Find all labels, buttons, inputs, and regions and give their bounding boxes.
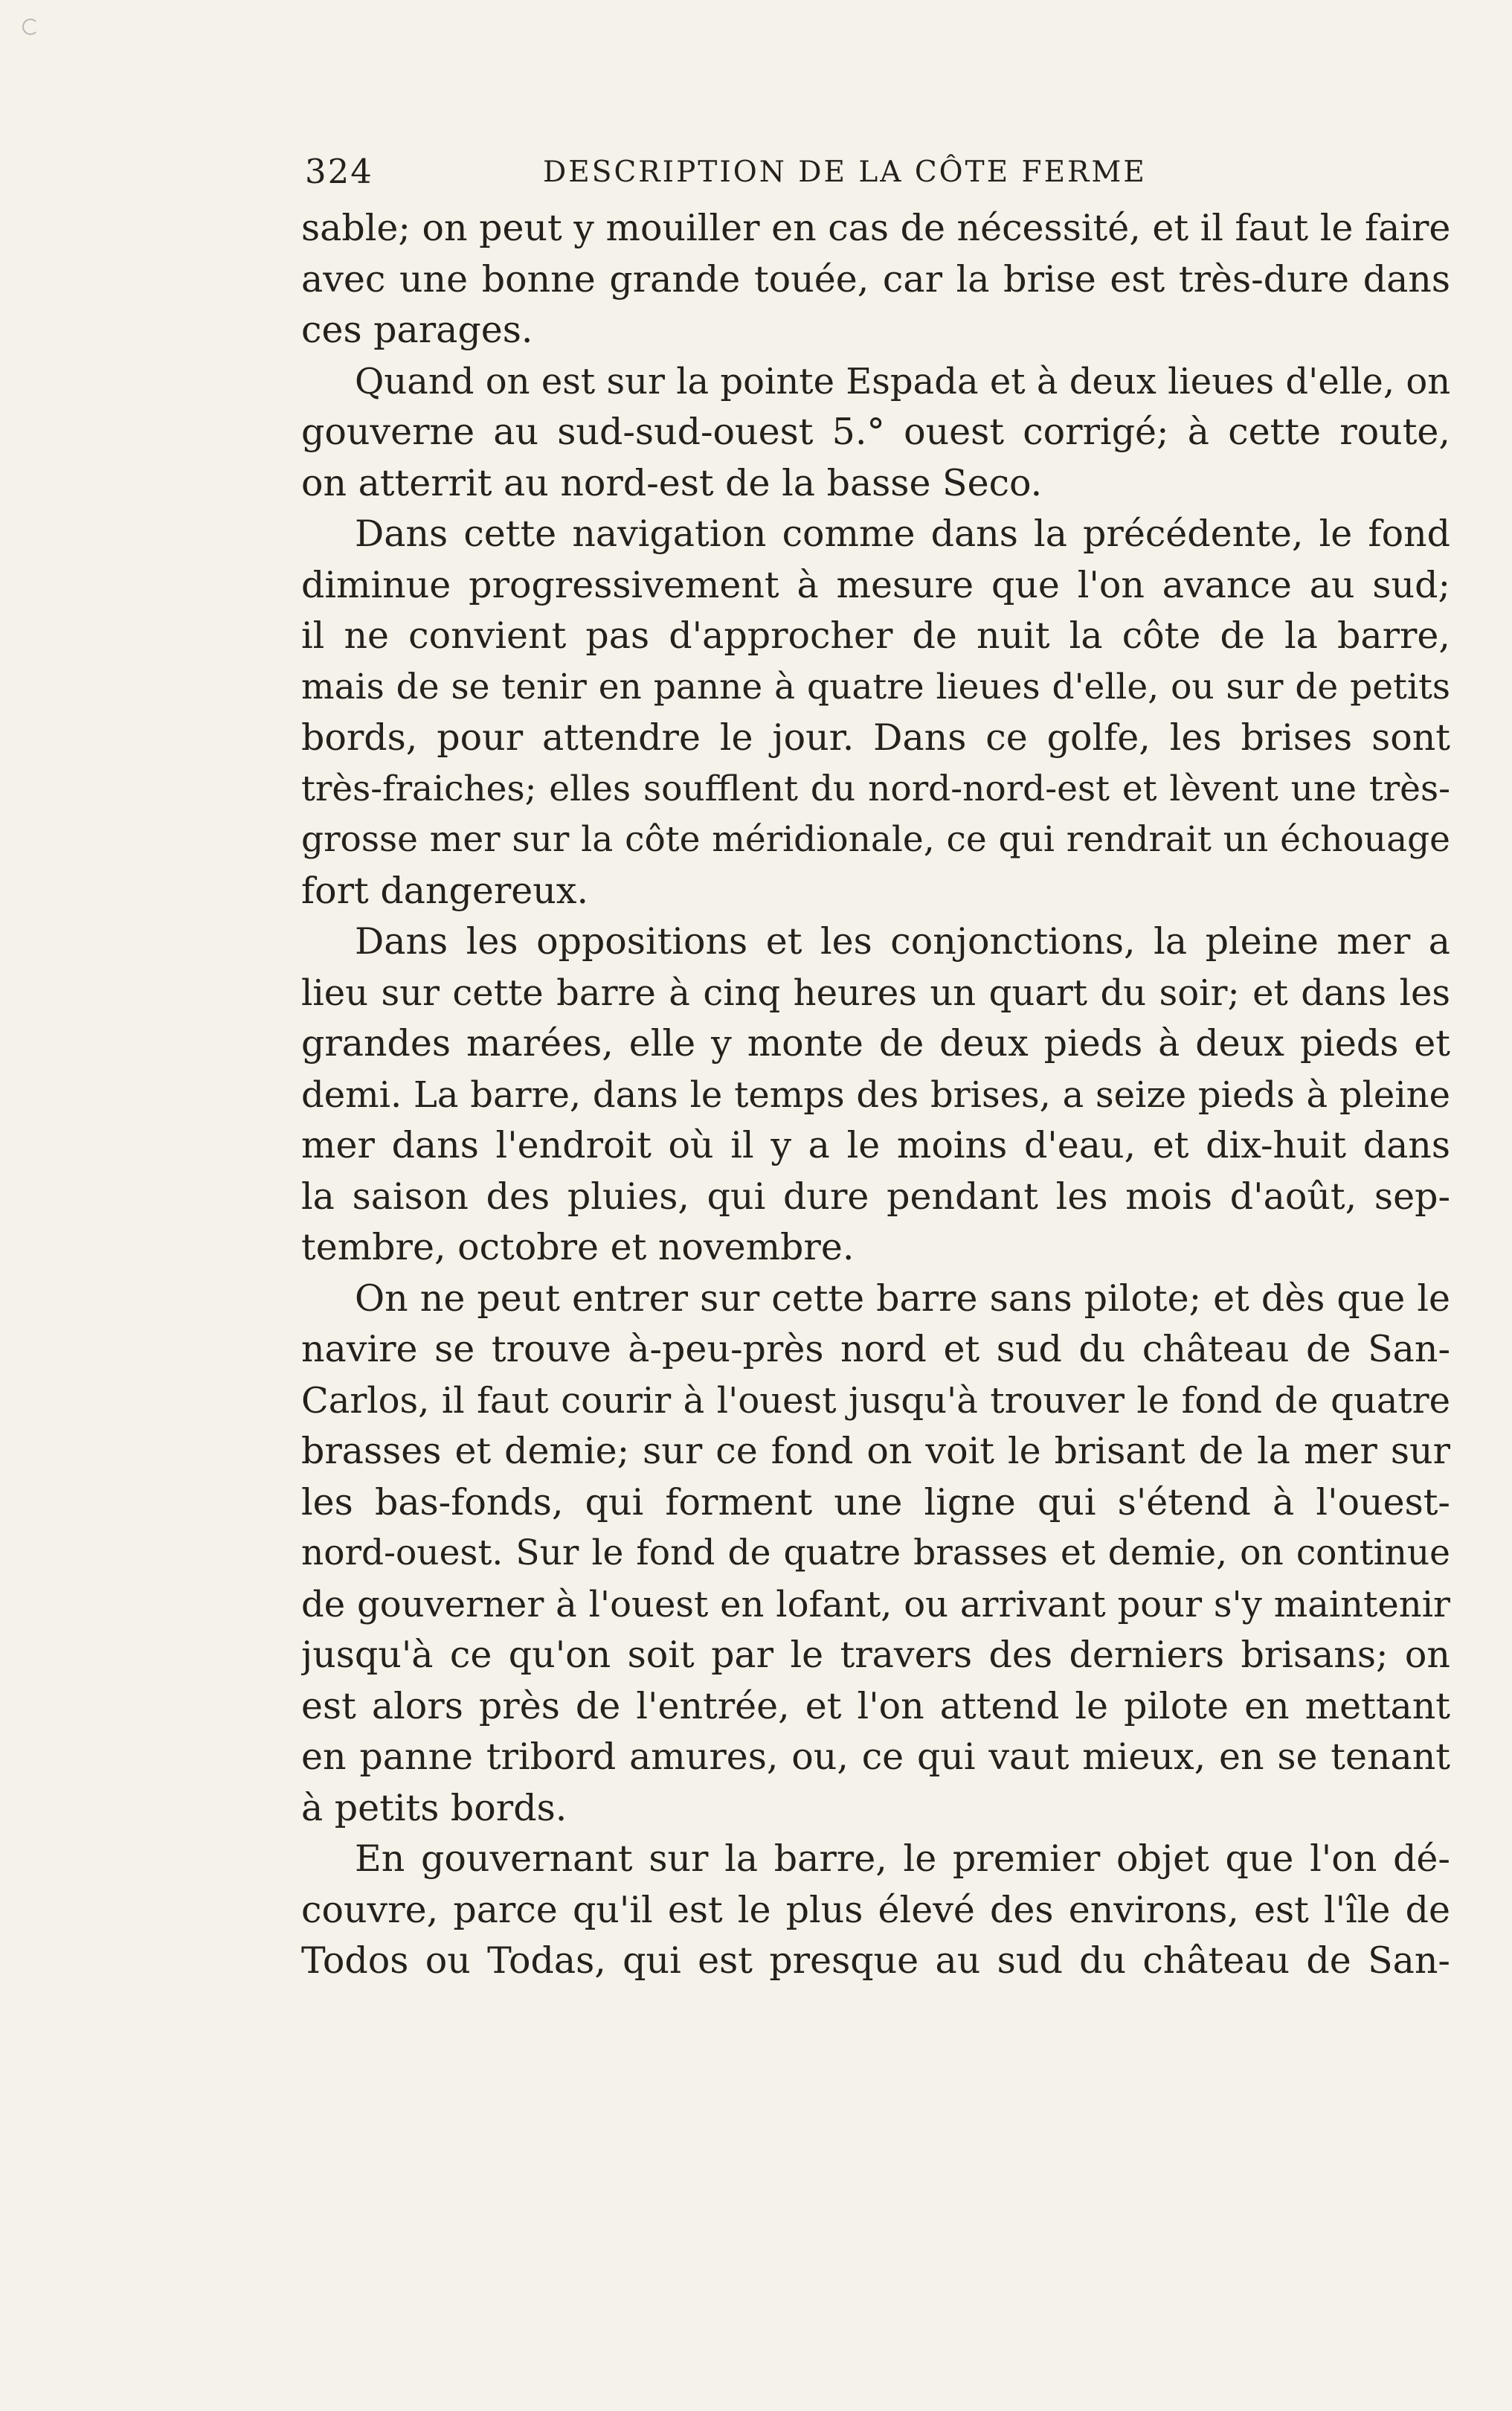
running-head: DESCRIPTION DE LA CÔTE FERME [543, 155, 1147, 189]
text-line: Dans cette navigation comme dans la précédente, le fond [355, 513, 1450, 555]
text-line: est alors près de l'entrée, et l'on attend le pilote en mettant [301, 1684, 1450, 1727]
text-line: demi. La barre, dans le temps des brises, a seize pieds à pleine [301, 1073, 1450, 1116]
text-line: sable; on peut y mouiller en cas de nécessité, et il faut le faire [301, 207, 1450, 249]
text-line: on atterrit au nord-est de la basse Seco. [301, 461, 1043, 504]
paragraph-1 [301, 203, 1450, 356]
text-line: jusqu'à ce qu'on soit par le travers des derniers brisans; on [301, 1634, 1450, 1676]
text-line: nord-ouest. Sur le fond de quatre brasses et demie, on continue [301, 1532, 1450, 1573]
text-line: à petits bords. [301, 1786, 567, 1829]
text-line: fort dangereux. [301, 869, 589, 912]
paragraph-3 [301, 509, 1450, 916]
text-line: de gouverner à l'ouest en lofant, ou arrivant pour s'y maintenir [301, 1583, 1450, 1625]
margin-mark [22, 19, 39, 35]
text-line: On ne peut entrer sur cette barre sans pilote; et dès que le [355, 1277, 1450, 1320]
paragraph-4 [301, 916, 1450, 1274]
paragraph-6 [301, 1834, 1450, 1987]
body-text [301, 203, 1450, 1987]
text-line: mais de se tenir en panne à quatre lieues d'elle, ou sur de petits [301, 666, 1450, 707]
text-line: ces parages. [301, 309, 533, 351]
text-line: il ne convient pas d'approcher de nuit la côte de la barre, [301, 614, 1450, 657]
text-line: grandes marées, elle y monte de deux pieds à deux pieds et [301, 1022, 1450, 1065]
text-line: diminue progressivement à mesure que l'on avance au sud; [301, 563, 1450, 606]
text-line: brasses et demie; sur ce fond on voit le brisant de la mer sur [301, 1430, 1450, 1472]
page-header [305, 153, 1450, 197]
paragraph-2 [301, 356, 1450, 510]
text-line: gouverne au sud-sud-ouest 5.° ouest corrigé; à cette route, [301, 411, 1450, 453]
text-line: En gouvernant sur la barre, le premier objet que l'on dé- [355, 1837, 1450, 1880]
text-line: mer dans l'endroit où il y a le moins d'eau, et dix-huit dans [301, 1124, 1450, 1166]
text-line: bords, pour attendre le jour. Dans ce golfe, les brises sont [301, 716, 1450, 759]
page-number: 324 [305, 152, 373, 191]
text-line: couvre, parce qu'il est le plus élevé des environs, est l'île de [301, 1888, 1450, 1931]
paragraph-5 [301, 1274, 1450, 1834]
text-line: Quand on est sur la pointe Espada et à deux lieues d'elle, on [355, 360, 1450, 402]
text-line: très-fraiches; elles soufflent du nord-nord-est et lèvent une très- [301, 768, 1450, 809]
text-line: Carlos, il faut courir à l'ouest jusqu'à trouver le fond de quatre [301, 1379, 1450, 1422]
text-line: Todos ou Todas, qui est presque au sud du château de San- [301, 1939, 1450, 1982]
text-line: lieu sur cette barre à cinq heures un quart du soir; et dans les [301, 972, 1450, 1014]
text-line: les bas-fonds, qui forment une ligne qui s'étend à l'ouest- [301, 1480, 1450, 1524]
text-line: Dans les oppositions et les conjonctions, la pleine mer a [355, 920, 1450, 963]
text-line: grosse mer sur la côte méridionale, ce qui rendrait un échouage [301, 819, 1450, 860]
text-line: navire se trouve à-peu-près nord et sud du château de San- [301, 1328, 1450, 1370]
text-line: tembre, octobre et novembre. [301, 1226, 855, 1268]
text-line: la saison des pluies, qui dure pendant les mois d'août, sep- [301, 1175, 1450, 1218]
text-line: en panne tribord amures, ou, ce qui vaut mieux, en se tenant [301, 1736, 1450, 1778]
text-line: avec une bonne grande touée, car la brise est très-dure dans [301, 257, 1450, 301]
